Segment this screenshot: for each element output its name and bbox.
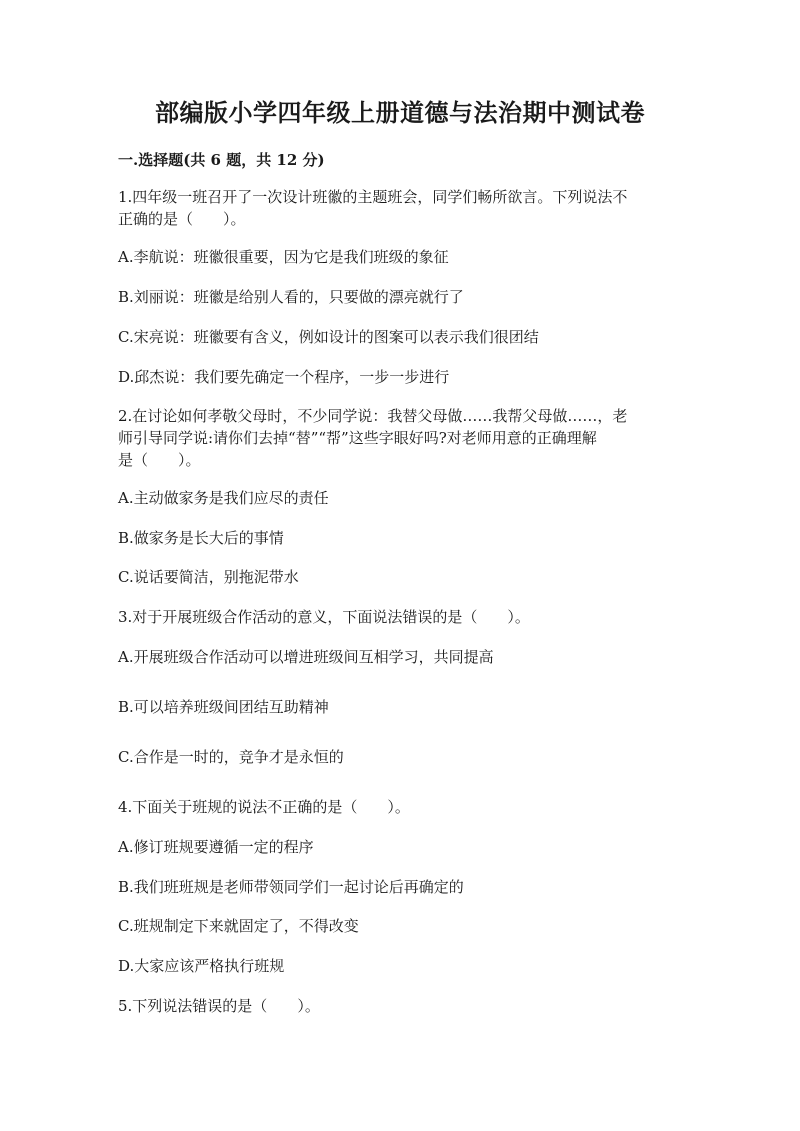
question-4-option-a: A.修订班规要遵循一定的程序 — [118, 838, 314, 856]
question-1-option-d: D.邱杰说：我们要先确定一个程序，一步一步进行 — [118, 368, 450, 386]
question-2-option-a: A.主动做家务是我们应尽的责任 — [118, 489, 329, 507]
question-2-option-c: C.说话要简洁，别拖泥带水 — [118, 568, 299, 586]
question-2-stem-line-1: 2.在讨论如何孝敬父母时，不少同学说：我替父母做……我帮父母做……，老 — [118, 407, 628, 425]
question-3-option-b: B.可以培养班级间团结互助精神 — [118, 698, 329, 716]
question-4-option-d: D.大家应该严格执行班规 — [118, 957, 285, 975]
question-3-option-a: A.开展班级合作活动可以增进班级间互相学习，共同提高 — [118, 648, 494, 666]
question-2-option-b: B.做家务是长大后的事情 — [118, 529, 284, 547]
question-2-stem-line-2: 师引导同学说:请你们去掉“替”“帮”这些字眼好吗?对老师用意的正确理解 — [118, 429, 597, 447]
page-title: 部编版小学四年级上册道德与法治期中测试卷 — [155, 98, 645, 127]
question-3-stem: 3.对于开展班级合作活动的意义，下面说法错误的是（ ）。 — [118, 608, 530, 626]
question-5-stem: 5.下列说法错误的是（ ）。 — [118, 997, 320, 1015]
question-4-stem: 4.下面关于班规的说法不正确的是（ ）。 — [118, 798, 410, 816]
question-4-option-c: C.班规制定下来就固定了，不得改变 — [118, 917, 359, 935]
question-2-stem-line-3: 是（ ）。 — [118, 451, 201, 469]
question-1-option-a: A.李航说：班徽很重要，因为它是我们班级的象征 — [118, 248, 449, 266]
section-heading: 一.选择题(共 6 题，共 12 分) — [118, 151, 325, 169]
question-1-stem-line-2: 正确的是（ ）。 — [118, 210, 246, 228]
question-3-option-c: C.合作是一时的，竞争才是永恒的 — [118, 748, 344, 766]
question-1-option-b: B.刘丽说：班徽是给别人看的，只要做的漂亮就行了 — [118, 288, 464, 306]
question-1-stem-line-1: 1.四年级一班召开了一次设计班徽的主题班会，同学们畅所欲言。下列说法不 — [118, 188, 628, 206]
question-4-option-b: B.我们班班规是老师带领同学们一起讨论后再确定的 — [118, 878, 464, 896]
question-1-option-c: C.宋亮说：班徽要有含义，例如设计的图案可以表示我们很团结 — [118, 328, 539, 346]
